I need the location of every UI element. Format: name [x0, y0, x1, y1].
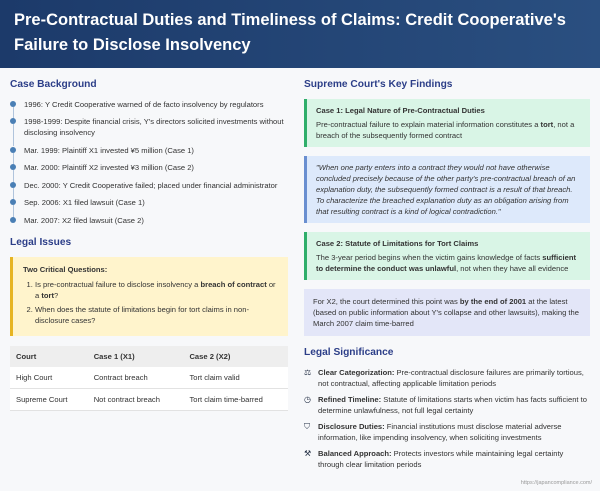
table-header: Case 1 (X1)	[88, 346, 184, 367]
case-2-finding	[304, 232, 590, 280]
timeline-item: Dec. 2000: Y Credit Cooperative failed; placed under financial administrator	[10, 180, 288, 191]
question-1: 1. Is pre-contractual failure to disclose insolvency a breach of contract or a tort?	[35, 279, 278, 301]
x2-determination: For X2, the court determined this point was by the end of 2001 at the latest (based on public information about Y's collapse and other lawsuits), making the March 2007 claim time-barred	[304, 289, 590, 336]
case-2-text: The 3-year period begins when the victim gains knowledge of facts sufficient to determine the conduct was unlawful, not when they have all evidence	[316, 252, 577, 273]
title-line-1: Pre-Contractual Duties and Timeliness of Claims: Credit Cooperative's	[14, 11, 566, 29]
table-cell: Tort claim valid	[183, 367, 288, 389]
timeline-item: 1998-1999: Despite financial crisis, Y's directors solicited investments without disclosing insolvency	[10, 116, 288, 138]
right-column	[298, 68, 600, 475]
table-header: Case 2 (X2)	[183, 346, 288, 367]
page-title	[14, 8, 586, 58]
significance-item: ◷ Refined Timeline: Statute of limitations starts when victim has facts sufficient to determine unlawfulness, not full legal certainty	[304, 394, 587, 415]
scale-icon: ⚖	[304, 367, 312, 377]
clock-icon: ◷	[304, 394, 311, 404]
timeline-item: Mar. 1999: Plaintiff X1 invested ¥5 million (Case 1)	[10, 145, 288, 156]
timeline	[10, 99, 288, 226]
gavel-icon: ⚒	[304, 448, 312, 458]
table-cell: High Court	[10, 367, 88, 389]
critical-questions-callout	[10, 257, 288, 336]
case-1-text: Pre-contractual failure to explain material information constitutes a tort, not a breach of the subsequently formed contract	[316, 119, 575, 140]
rulings-table	[10, 346, 288, 411]
case-background-heading: Case Background	[10, 79, 97, 90]
table-row	[10, 388, 288, 410]
table-cell: Tort claim time-barred	[183, 388, 288, 410]
table-header-row	[10, 346, 288, 367]
key-findings-heading: Supreme Court's Key Findings	[304, 79, 453, 90]
left-column	[0, 68, 298, 475]
table-row	[10, 367, 288, 389]
questions-list	[23, 279, 278, 326]
significance-list	[304, 367, 590, 470]
timeline-item: 1996: Y Credit Cooperative warned of de facto insolvency by regulators	[10, 99, 288, 110]
shield-icon: ⛉	[304, 421, 310, 431]
timeline-dot-icon	[10, 217, 16, 223]
question-2: 2. When does the statute of limitations begin for tort claims in non-disclosure cases?	[35, 304, 278, 326]
timeline-item: Sep. 2006: X1 filed lawsuit (Case 1)	[10, 197, 288, 208]
timeline-item: Mar. 2007: X2 filed lawsuit (Case 2)	[10, 215, 288, 226]
legal-issues-heading: Legal Issues	[10, 236, 72, 248]
callout-title: Two Critical Questions:	[23, 264, 108, 274]
legal-significance-heading: Legal Significance	[304, 346, 394, 358]
table-header: Court	[10, 346, 88, 367]
case-1-finding	[304, 99, 590, 147]
page-header	[0, 0, 600, 68]
title-line-2: Failure to Disclose Insolvency	[14, 35, 251, 54]
significance-item: ⛉ Disclosure Duties: Financial institutions must disclose material adverse information, like impending insolvency, when soliciting investments	[304, 421, 562, 442]
content-columns	[0, 68, 600, 475]
table-cell: Contract breach	[88, 367, 184, 389]
footer-url: https://japancompliance.com/	[520, 480, 592, 487]
table-cell: Not contract breach	[88, 388, 184, 410]
case-1-title: Case 1: Legal Nature of Pre-Contractual Duties	[316, 105, 485, 115]
court-quote: "When one party enters into a contract they would not have otherwise concluded precisely because of the other party's pre-contractual breach of an explanation duty, the subsequently formed contract is a result of that breach. To characterize the breached explanation duty as an obligation arising from that resulting contract is a kind of logical contradiction."	[304, 156, 590, 223]
significance-item: ⚒ Balanced Approach: Protects investors while maintaining legal certainty through clear limitation periods	[304, 448, 564, 469]
timeline-item: Mar. 2000: Plaintiff X2 invested ¥3 million (Case 2)	[10, 162, 288, 173]
table-cell: Supreme Court	[10, 388, 88, 410]
case-2-title: Case 2: Statute of Limitations for Tort Claims	[316, 238, 479, 248]
significance-item: ⚖ Clear Categorization: Pre-contractual disclosure failures are primarily tortious, not contractual, affecting applicable limitation periods	[304, 367, 584, 388]
